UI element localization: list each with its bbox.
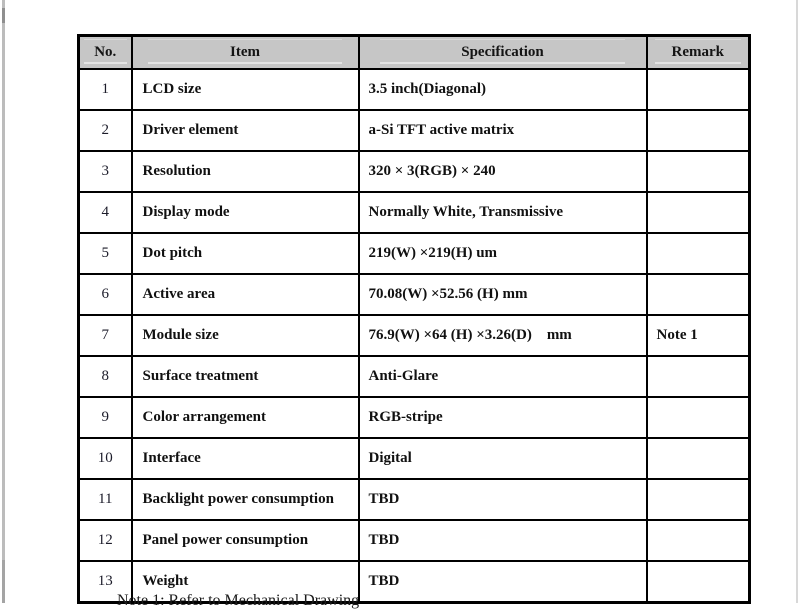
specification-cell: Normally White, Transmissive [359, 192, 647, 233]
page-edge-right [796, 0, 798, 603]
remark-cell [647, 110, 750, 151]
table-row [79, 233, 750, 274]
footnote: Note 1: Refer to Mechanical Drawing [117, 592, 360, 609]
item-cell: Active area [132, 274, 359, 315]
edge-mark-bottom [2, 560, 5, 603]
item-cell: LCD size [132, 69, 359, 110]
specification-cell: 76.9(W) ×64 (H) ×3.26(D) mm [359, 315, 647, 356]
remark-cell [647, 69, 750, 110]
specification-cell: RGB-stripe [359, 397, 647, 438]
specification-cell: 3.5 inch(Diagonal) [359, 69, 647, 110]
item-cell: Weight [132, 561, 359, 603]
table-body [79, 69, 750, 603]
table-row [79, 69, 750, 110]
item-cell: Surface treatment [132, 356, 359, 397]
table-row [79, 356, 750, 397]
remark-cell [647, 356, 750, 397]
item-cell: Interface [132, 438, 359, 479]
remark-cell: Note 1 [647, 315, 750, 356]
table-row [79, 438, 750, 479]
row-number-cell: 5 [79, 233, 132, 274]
table-row [79, 110, 750, 151]
column-header-item: Item [132, 36, 359, 70]
column-header-no: No. [79, 36, 132, 70]
row-number-cell: 9 [79, 397, 132, 438]
row-number-cell: 13 [79, 561, 132, 603]
table-header [79, 36, 750, 70]
specification-cell: 70.08(W) ×52.56 (H) mm [359, 274, 647, 315]
specification-cell: 219(W) ×219(H) um [359, 233, 647, 274]
row-number-cell: 10 [79, 438, 132, 479]
item-cell: Panel power consumption [132, 520, 359, 561]
remark-cell [647, 274, 750, 315]
column-header-remark: Remark [647, 36, 750, 70]
header-row [79, 36, 750, 70]
item-cell: Dot pitch [132, 233, 359, 274]
specification-cell: Anti-Glare [359, 356, 647, 397]
table-row [79, 274, 750, 315]
remark-cell [647, 233, 750, 274]
item-cell: Driver element [132, 110, 359, 151]
item-cell: Module size [132, 315, 359, 356]
remark-cell [647, 438, 750, 479]
item-cell: Resolution [132, 151, 359, 192]
specification-cell: a-Si TFT active matrix [359, 110, 647, 151]
remark-cell [647, 479, 750, 520]
row-number-cell: 7 [79, 315, 132, 356]
remark-cell [647, 561, 750, 603]
row-number-cell: 2 [79, 110, 132, 151]
table-row [79, 151, 750, 192]
item-cell: Backlight power consumption [132, 479, 359, 520]
row-number-cell: 6 [79, 274, 132, 315]
row-number-cell: 3 [79, 151, 132, 192]
page-edge-left [2, 0, 5, 603]
edge-mark-top [2, 8, 5, 23]
table-row [79, 315, 750, 356]
table-row [79, 192, 750, 233]
item-cell: Display mode [132, 192, 359, 233]
row-number-cell: 11 [79, 479, 132, 520]
specification-cell: 320 × 3(RGB) × 240 [359, 151, 647, 192]
specification-cell: TBD [359, 479, 647, 520]
specification-cell: TBD [359, 520, 647, 561]
item-cell: Color arrangement [132, 397, 359, 438]
row-number-cell: 4 [79, 192, 132, 233]
table-row [79, 479, 750, 520]
specification-cell: TBD [359, 561, 647, 603]
specification-table [77, 34, 751, 604]
row-number-cell: 1 [79, 69, 132, 110]
row-number-cell: 12 [79, 520, 132, 561]
specification-cell: Digital [359, 438, 647, 479]
row-number-cell: 8 [79, 356, 132, 397]
column-header-specification: Specification [359, 36, 647, 70]
remark-cell [647, 520, 750, 561]
remark-cell [647, 151, 750, 192]
remark-cell [647, 192, 750, 233]
remark-cell [647, 397, 750, 438]
table-row [79, 397, 750, 438]
table-row [79, 520, 750, 561]
